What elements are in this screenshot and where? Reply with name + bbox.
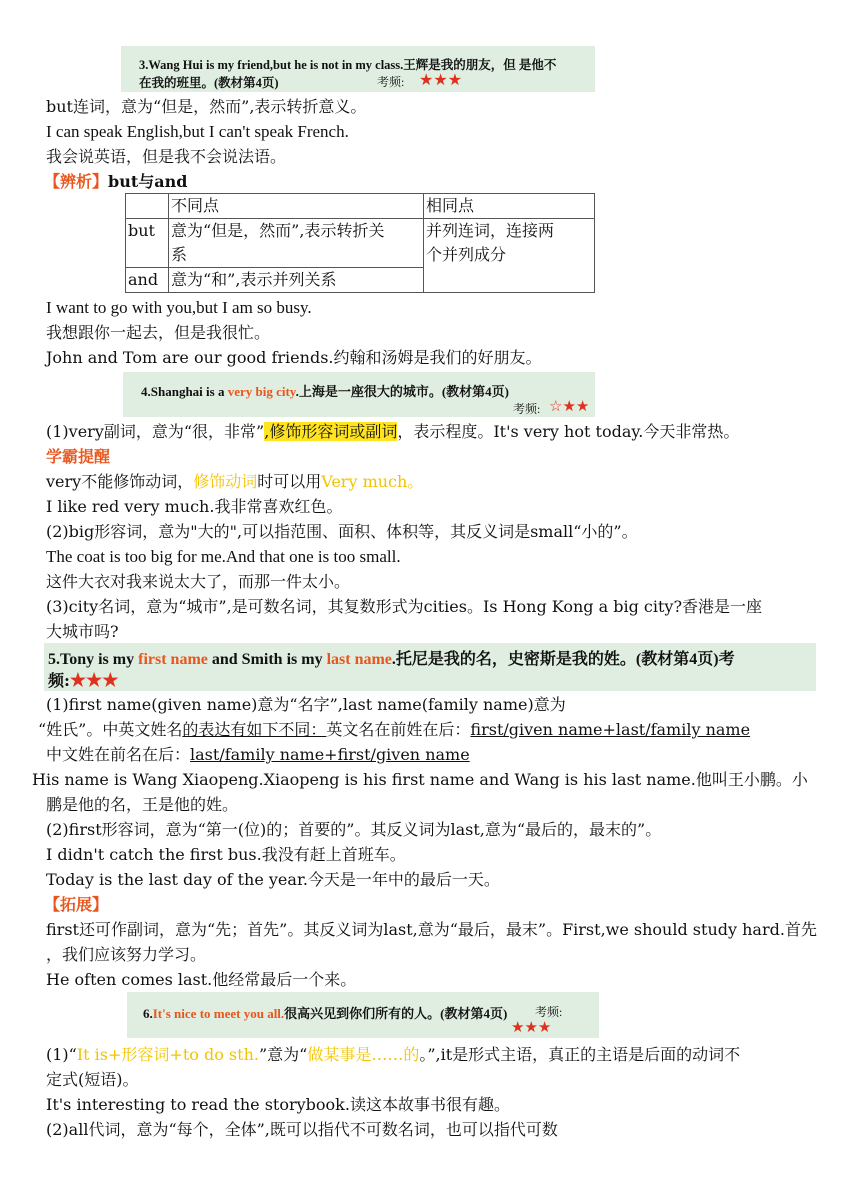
text-line: but连词，意为“但是，然而”,表示转折意义。 xyxy=(46,97,367,116)
text-part: 英文名在前姓在后： xyxy=(326,720,471,739)
table-header: 不同点 xyxy=(169,194,424,219)
yellow-text: Very much。 xyxy=(321,472,424,491)
underlined-text: last/family name+first/given name xyxy=(190,745,470,764)
table-cell: and xyxy=(126,268,169,293)
text-line: (2)first形容词，意为“第一(位)的；首要的”。其反义词为last,意为“最后的，最末的”。 xyxy=(46,820,662,839)
section-4-title xyxy=(141,381,509,400)
title-highlight: last name xyxy=(326,651,392,668)
text-part: ，表示程度。It's very hot today.今天非常热。 xyxy=(397,422,740,441)
table-cell: 意为“和”,表示并列关系 xyxy=(169,268,424,293)
example-zh: 这件大衣对我来说太大了，而那一件太小。 xyxy=(46,572,351,591)
section-5-title-line2 xyxy=(48,668,118,691)
text-line: first还可作副词，意为“先；首先”。其反义词为last,意为“最后，最末”。First,we should study hard.首先 xyxy=(46,920,817,939)
example-en: I want to go with you,but I am so busy. xyxy=(46,298,312,317)
underlined-text: first/given name+last/family name xyxy=(470,720,751,739)
bianxi-bracket: 【辨析】 xyxy=(44,172,109,191)
text-line: (2)all代词，意为“每个，全体”,既可以指代不可数名词，也可以指代可数 xyxy=(46,1120,558,1139)
section-3-title-line2: 在我的班里。(教材第4页) xyxy=(139,76,279,90)
example-line: I like red very much.我非常喜欢红色。 xyxy=(46,497,343,516)
frequency-stars: ★★★ xyxy=(419,70,463,89)
yellow-text: 修饰动词 xyxy=(193,472,258,491)
freq-label: 考频: xyxy=(377,75,405,89)
text-line xyxy=(46,471,423,493)
freq-label: 考频: xyxy=(513,402,541,416)
text-part: very不能修饰动词， xyxy=(46,472,194,491)
section-5-header xyxy=(44,643,816,691)
cell-text: 系 xyxy=(171,245,188,264)
cell-text: 意为“但是，然而”,表示转折关 xyxy=(171,221,385,240)
text-part: ”意为“ xyxy=(258,1045,308,1064)
section-4-header xyxy=(123,372,595,417)
example-line: It's interesting to read the storybook.读这本故事书很有趣。 xyxy=(46,1095,510,1114)
yellow-text: 做某事是……的 xyxy=(307,1045,420,1064)
example-line: Today is the last day of the year.今天是一年中的最后一天。 xyxy=(46,870,500,889)
section-6-title xyxy=(143,1003,507,1022)
tip-heading: 学霸提醒 xyxy=(46,447,111,466)
text-part: 中文姓在前名在后： xyxy=(46,745,191,764)
table-cell xyxy=(424,219,595,293)
table-cell: but xyxy=(126,219,169,268)
freq-label: 考频: xyxy=(535,1005,563,1019)
text-part: 时可以用 xyxy=(257,472,322,491)
title-part: 很高兴见到你们所有的人。(教材第4页) xyxy=(284,1006,508,1021)
section-3-header xyxy=(121,46,595,92)
bianxi-title: but与and xyxy=(108,172,188,191)
table-corner xyxy=(126,194,169,219)
cell-text: 个并列成分 xyxy=(426,245,507,264)
comparison-table xyxy=(125,193,595,293)
text-line: ，我们应该努力学习。 xyxy=(46,945,207,964)
text-line: (1)first name(given name)意为“名字”,last name(family name)意为 xyxy=(46,695,566,714)
text-part: (1)very副词，意为“很，非常” xyxy=(46,422,265,441)
example-zh: 我会说英语，但是我不会说法语。 xyxy=(46,147,287,166)
example-line: His name is Wang Xiaopeng.Xiaopeng is his first name and Wang is his last name.他叫王小鹏。小 xyxy=(32,770,808,789)
cell-text: 并列连词，连接两 xyxy=(426,221,555,240)
title-highlight: very big city xyxy=(227,384,296,399)
text-line: 鹏是他的名，王是他的姓。 xyxy=(46,795,239,814)
freq-label: 频: xyxy=(48,671,70,690)
title-part: .托尼是我的名，史密斯是我的姓。(教材第4页)考 xyxy=(391,651,735,668)
text-line: 定式(短语)。 xyxy=(46,1070,139,1089)
example-en: I can speak English,but I can't speak French. xyxy=(46,122,349,141)
text-line: 大城市吗? xyxy=(46,622,119,641)
text-line xyxy=(38,719,750,741)
extension-heading: 【拓展】 xyxy=(44,895,109,914)
title-part: 6. xyxy=(143,1006,153,1021)
title-highlight: first name xyxy=(138,651,208,668)
text-line: (3)city名词，意为“城市”,是可数名词，其复数形式为cities。Is Hong Kong a big city?香港是一座 xyxy=(46,597,763,616)
title-part: 5.Tony is my xyxy=(48,651,139,668)
title-part: 4.Shanghai is a xyxy=(141,384,228,399)
frequency-stars: ★★★ xyxy=(511,1018,552,1036)
text-line xyxy=(46,421,739,443)
text-part: (1)“ xyxy=(46,1045,77,1064)
yellow-text: It is+形容词+to do sth. xyxy=(76,1045,259,1064)
text-line xyxy=(46,744,470,766)
example-en: The coat is too big for me.And that one is too small. xyxy=(46,547,401,566)
example-zh: 我想跟你一起去，但是我很忙。 xyxy=(46,323,271,342)
title-part: and Smith is my xyxy=(207,651,327,668)
section-6-header xyxy=(127,992,599,1038)
frequency-stars: ★★★ xyxy=(69,670,119,691)
text-part: “姓氏”。中英文姓名 xyxy=(38,720,183,739)
title-part: .上海是一座很大的城市。(教材第4页) xyxy=(295,384,510,399)
highlighted-text: ,修饰形容词或副词 xyxy=(264,422,398,441)
frequency-stars: ☆★★ xyxy=(549,397,590,415)
table-cell xyxy=(169,219,424,268)
text-line xyxy=(46,1044,740,1066)
text-part: 。”,it是形式主语，真正的主语是后面的动词不 xyxy=(419,1045,741,1064)
example-line: I didn't catch the first bus.我没有赶上首班车。 xyxy=(46,845,406,864)
section-5-title xyxy=(48,646,735,669)
text-line: (2)big形容词，意为"大的",可以指范围、面积、体积等，其反义词是small“小的”。 xyxy=(46,522,638,541)
bianxi-heading xyxy=(44,171,187,193)
section-3-title: 3.Wang Hui is my friend,but he is not in my class.王辉是我的朋友，但 是他不 xyxy=(139,58,557,72)
example-line: He often comes last.他经常最后一个来。 xyxy=(46,970,357,989)
title-highlight: It's nice to meet you all. xyxy=(152,1006,285,1021)
table-header: 相同点 xyxy=(424,194,595,219)
example-line: John and Tom are our good friends.约翰和汤姆是我们的好朋友。 xyxy=(46,348,542,367)
underlined-text: 的表达有如下不同： xyxy=(182,720,327,739)
